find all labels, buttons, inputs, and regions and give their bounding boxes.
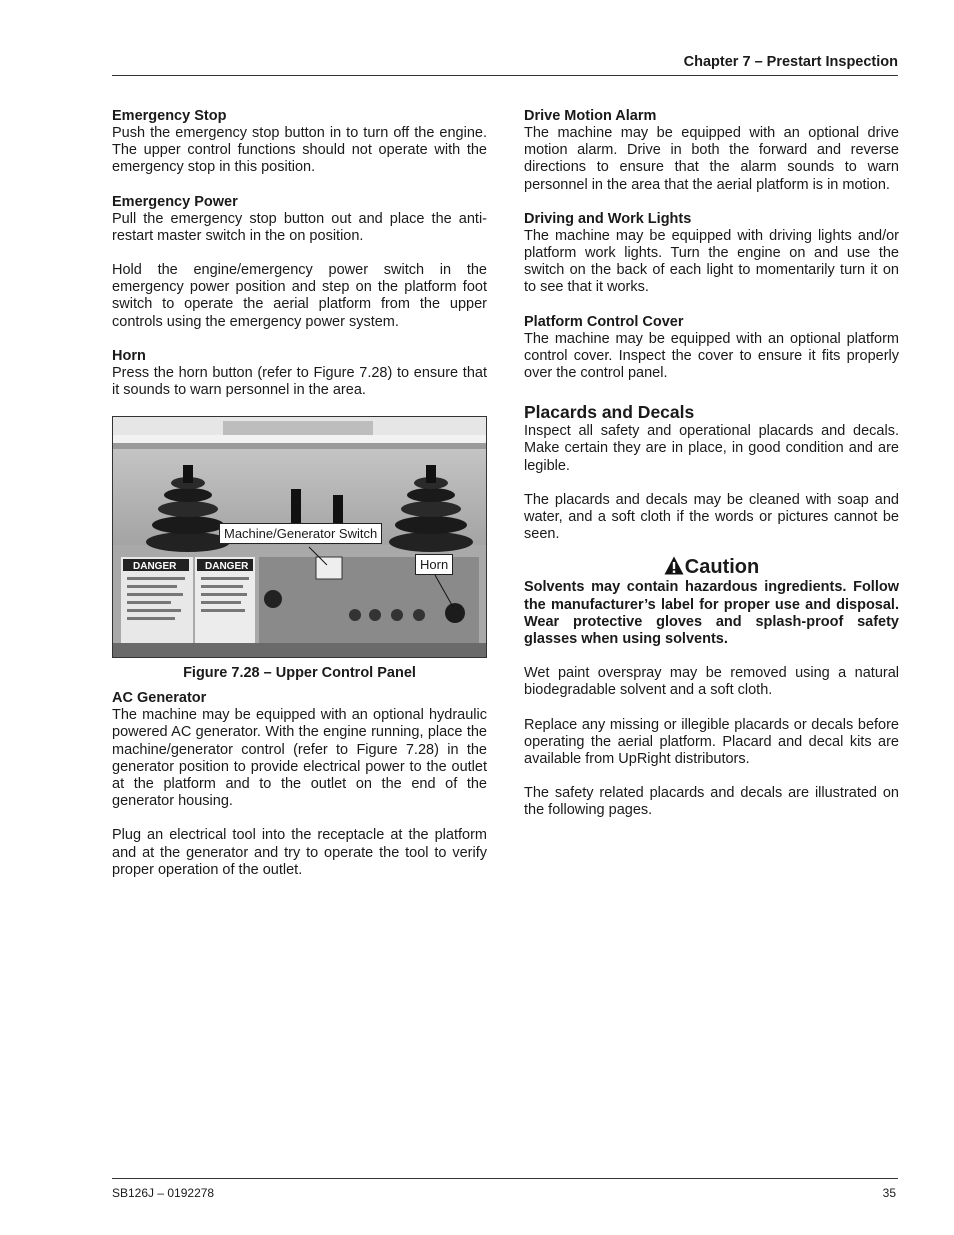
warning-triangle-icon: [664, 556, 684, 575]
section-drive-motion-alarm: [524, 108, 899, 194]
placards-decals-body-2: The placards and decals may be cleaned with soap and water, and a soft cloth if the words or pictures cannot be seen.: [524, 491, 899, 543]
svg-text:DANGER: DANGER: [133, 561, 177, 573]
ac-generator-heading: AC Generator: [112, 690, 207, 707]
caution-body-3: The safety related placards and decals are illustrated on the following pages.: [524, 785, 899, 819]
caution-body-2: Replace any missing or illegible placards or decals before operating the aerial platform. Placard and decal kits are available from UpRight distributors.: [524, 716, 899, 768]
ac-generator-body-1: The machine may be equipped with an optional hydraulic powered AC generator. With the engine running, place the machine/generator control (refer to Figure 7.28) in the generator position to provide electrical power to the outlet at the platform and to the outlet on the end of the generator housing.: [112, 707, 487, 810]
footer-doc-id: SB126J – 0192278: [112, 1186, 215, 1200]
page-header-title: Chapter 7 – Prestart Inspection: [683, 54, 898, 70]
section-caution: [524, 555, 899, 819]
emergency-stop-heading: Emergency Stop: [112, 108, 227, 124]
section-driving-work-lights: [524, 211, 899, 297]
figure-caption: Figure 7.28 – Upper Control Panel: [183, 665, 416, 682]
placards-decals-body-1: Inspect all safety and operational placards and decals. Make certain they are in place, in good condition and are legible.: [524, 423, 899, 474]
caution-heading-text: Caution: [684, 556, 760, 579]
placards-decals-heading: Placards and Decals: [524, 402, 695, 423]
machine-generator-switch-callout: Machine/Generator Switch: [219, 523, 382, 544]
caution-heading: [524, 555, 899, 579]
drive-motion-alarm-heading: Drive Motion Alarm: [524, 108, 657, 124]
caution-bold-body: Solvents may contain hazardous ingredients. Follow the manufacturer’s label for proper use and disposal. Wear protective gloves and splash-proof safety glasses when using solvents.: [524, 579, 899, 648]
section-ac-generator: [112, 690, 487, 879]
platform-control-cover-body: The machine may be equipped with an optional platform control cover. Inspect the cover to ensure it fits properly over the control panel.: [524, 330, 899, 382]
horn-heading: Horn: [112, 347, 146, 364]
caution-body-1: Wet paint overspray may be removed using a natural biodegradable solvent and a soft cloth.: [524, 665, 899, 699]
section-placards-decals: [524, 402, 899, 543]
emergency-power-heading: Emergency Power: [112, 193, 238, 210]
section-emergency-power: [112, 194, 487, 331]
right-column: [524, 108, 899, 820]
footer-page-number: 35: [882, 1186, 896, 1200]
section-emergency-stop: [112, 108, 487, 177]
footer-rule: [112, 1178, 898, 1179]
horn-body: Press the horn button (refer to Figure 7.28) to ensure that it sounds to warn personnel in the area.: [112, 364, 487, 399]
platform-control-cover-heading: Platform Control Cover: [524, 313, 684, 330]
left-column: [112, 108, 487, 879]
upper-control-panel-photo: [112, 416, 487, 658]
header-rule: [112, 75, 898, 76]
emergency-power-body-2: Hold the engine/emergency power switch in the emergency power position and step on the platform foot switch to operate the aerial platform from the upper controls using the emergency power system.: [112, 262, 487, 330]
drive-motion-alarm-body: The machine may be equipped with an optional drive motion alarm. Drive in both the forward and reverse directions to ensure that the alarm sounds to warn personnel in the area that the aerial platform is in motion.: [524, 125, 899, 193]
horn-callout: Horn: [415, 554, 453, 575]
svg-text:DANGER: DANGER: [205, 561, 249, 573]
ac-generator-body-2: Plug an electrical tool into the receptacle at the platform and at the generator and try to operate the tool to verify proper operation of the outlet.: [112, 827, 487, 878]
emergency-stop-body: Push the emergency stop button in to turn off the engine. The upper control functions should not operate with the emergency stop in this position.: [112, 125, 487, 176]
section-horn: [112, 348, 487, 399]
emergency-power-body-1: Pull the emergency stop button out and place the anti-restart master switch in the on position.: [112, 210, 487, 244]
section-platform-control-cover: [524, 314, 899, 383]
driving-work-lights-body: The machine may be equipped with driving lights and/or platform work lights. Turn the engine on and use the switch on the back of each light to momentarily turn it on to see that it works.: [524, 227, 899, 296]
driving-work-lights-heading: Driving and Work Lights: [524, 210, 692, 227]
